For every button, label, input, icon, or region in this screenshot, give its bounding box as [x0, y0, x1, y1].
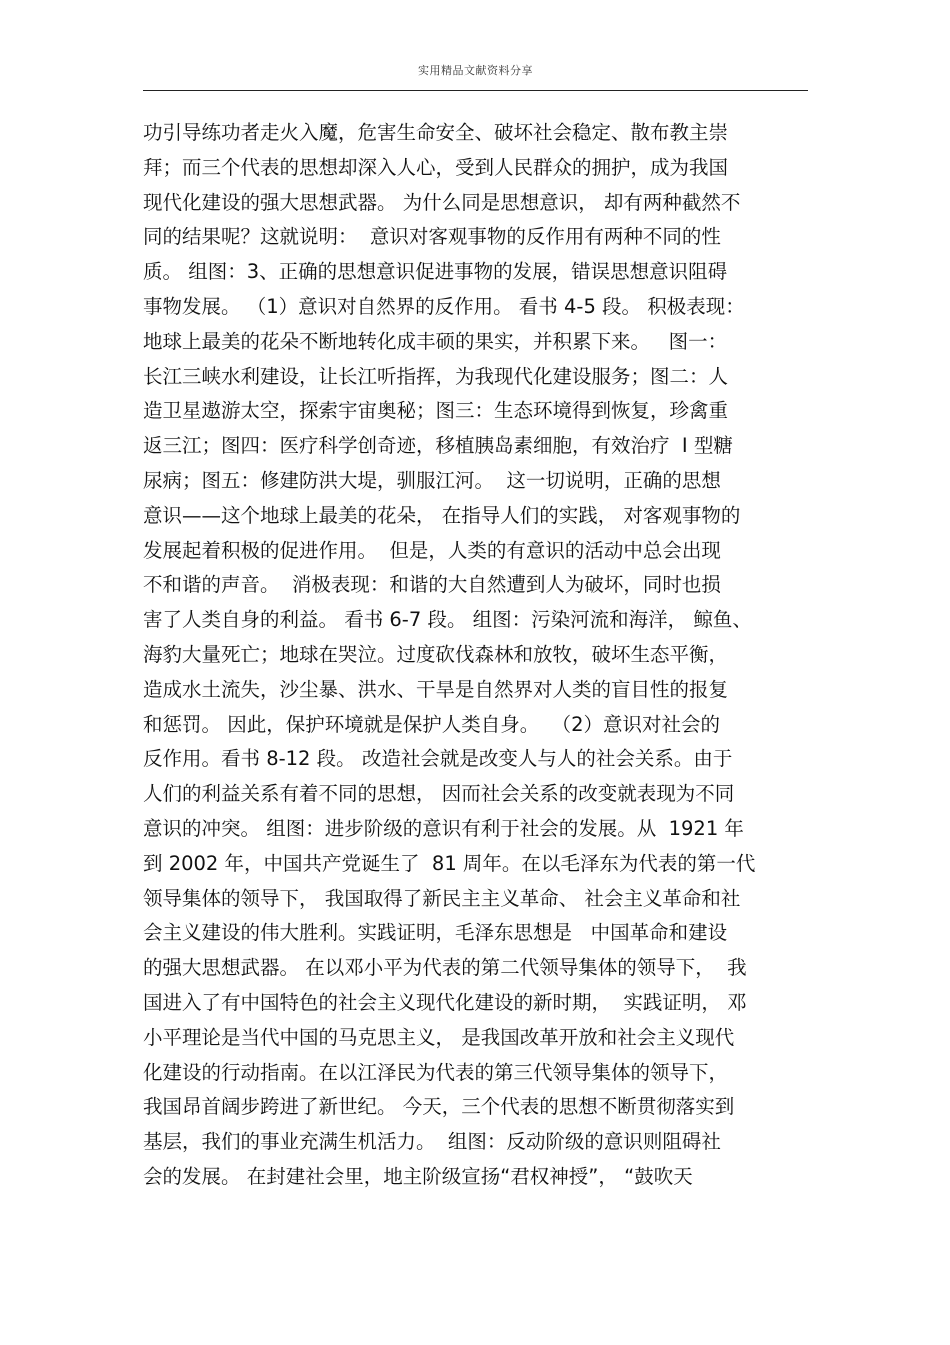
- text-line: 和惩罚。 因此，保护环境就是保护人类自身。 （2）意识对社会的: [143, 712, 721, 736]
- text-line: 地球上最美的花朵不断地转化成丰硕的果实，并积累下来。 图一：: [143, 329, 728, 353]
- text-line: 人们的利益关系有着不同的思想， 因而社会关系的改变就表现为不同: [143, 782, 735, 806]
- text-line: 领导集体的领导下， 我国取得了新民主主义革命、 社会主义革命和社: [143, 886, 741, 910]
- document-body: [143, 116, 811, 1195]
- text-line: 国进入了有中国特色的社会主义现代化建设的新时期， 实践证明， 邓: [143, 990, 747, 1014]
- text-line: 造卫星遨游太空，探索宇宙奥秘；图三：生态环境得到恢复，珍禽重: [143, 399, 729, 423]
- text-line: 意识——这个地球上最美的花朵， 在指导人们的实践， 对客观事物的: [143, 503, 741, 527]
- header-divider: [143, 90, 808, 91]
- text-line: 会的发展。 在封建社会里，地主阶级宣扬“君权神授”， “鼓吹天: [143, 1164, 693, 1188]
- text-line: 基层，我们的事业充满生机活力。 组图：反动阶级的意识则阻碍社: [143, 1130, 721, 1154]
- text-line: 长江三峡水利建设，让长江听指挥，为我现代化建设服务；图二：人: [143, 364, 729, 388]
- text-line: 不和谐的声音。 消极表现：和谐的大自然遭到人为破坏，同时也损: [143, 573, 721, 597]
- text-line: 造成水土流失，沙尘暴、洪水、干旱是自然界对人类的盲目性的报复: [143, 677, 729, 701]
- text-line: 我国昂首阔步跨进了新世纪。 今天，三个代表的思想不断贯彻落实到: [143, 1095, 735, 1119]
- text-line: 会主义建设的伟大胜利。实践证明，毛泽东思想是 中国革命和建设: [143, 921, 728, 945]
- text-line: 化建设的行动指南。在以江泽民为代表的第三代领导集体的领导下，: [143, 1060, 729, 1084]
- text-line: 海豹大量死亡；地球在哭泣。过度砍伐森林和放牧，破坏生态平衡，: [143, 642, 729, 666]
- page-header: 实用精品文献资料分享: [418, 64, 533, 77]
- text-line: 功引导练功者走火入魔，危害生命安全、破坏社会稳定、散布教主崇: [143, 121, 729, 144]
- text-line: 小平理论是当代中国的马克思主义， 是我国改革开放和社会主义现代: [143, 1025, 735, 1049]
- text-line: 到 2002 年，中国共产党诞生了 81 周年。在以毛泽东为代表的第一代: [143, 851, 756, 875]
- text-line: 事物发展。 （1）意识对自然界的反作用。 看书 4-5 段。 积极表现：: [143, 294, 745, 318]
- text-line: 尿病；图五：修建防洪大堤，驯服江河。 这一切说明，正确的思想: [143, 468, 721, 492]
- text-line: 意识的冲突。 组图：进步阶级的意识有利于社会的发展。从 1921 年: [143, 816, 744, 840]
- text-line: 同的结果呢？这就说明： 意识对客观事物的反作用有两种不同的性: [143, 225, 721, 249]
- text-line: 返三江；图四：医疗科学创奇迹，移植胰岛素细胞，有效治疗 I 型糖: [143, 434, 733, 458]
- text-line: 的强大思想武器。 在以邓小平为代表的第二代领导集体的领导下， 我: [143, 956, 747, 980]
- text-line: 发展起着积极的促进作用。 但是，人类的有意识的活动中总会出现: [143, 538, 721, 562]
- text-line: 拜；而三个代表的思想却深入人心，受到人民群众的拥护，成为我国: [143, 155, 729, 179]
- text-line: 质。 组图：3、正确的思想意识促进事物的发展，错误思想意识阻碍: [143, 260, 728, 284]
- text-line: 害了人类自身的利益。 看书 6-7 段。 组图：污染河流和海洋， 鲸鱼、: [143, 608, 752, 632]
- text-line: 反作用。看书 8-12 段。 改造社会就是改变人与人的社会关系。由于: [143, 747, 733, 771]
- text-line: 现代化建设的强大思想武器。 为什么同是思想意识， 却有两种截然不: [143, 190, 741, 214]
